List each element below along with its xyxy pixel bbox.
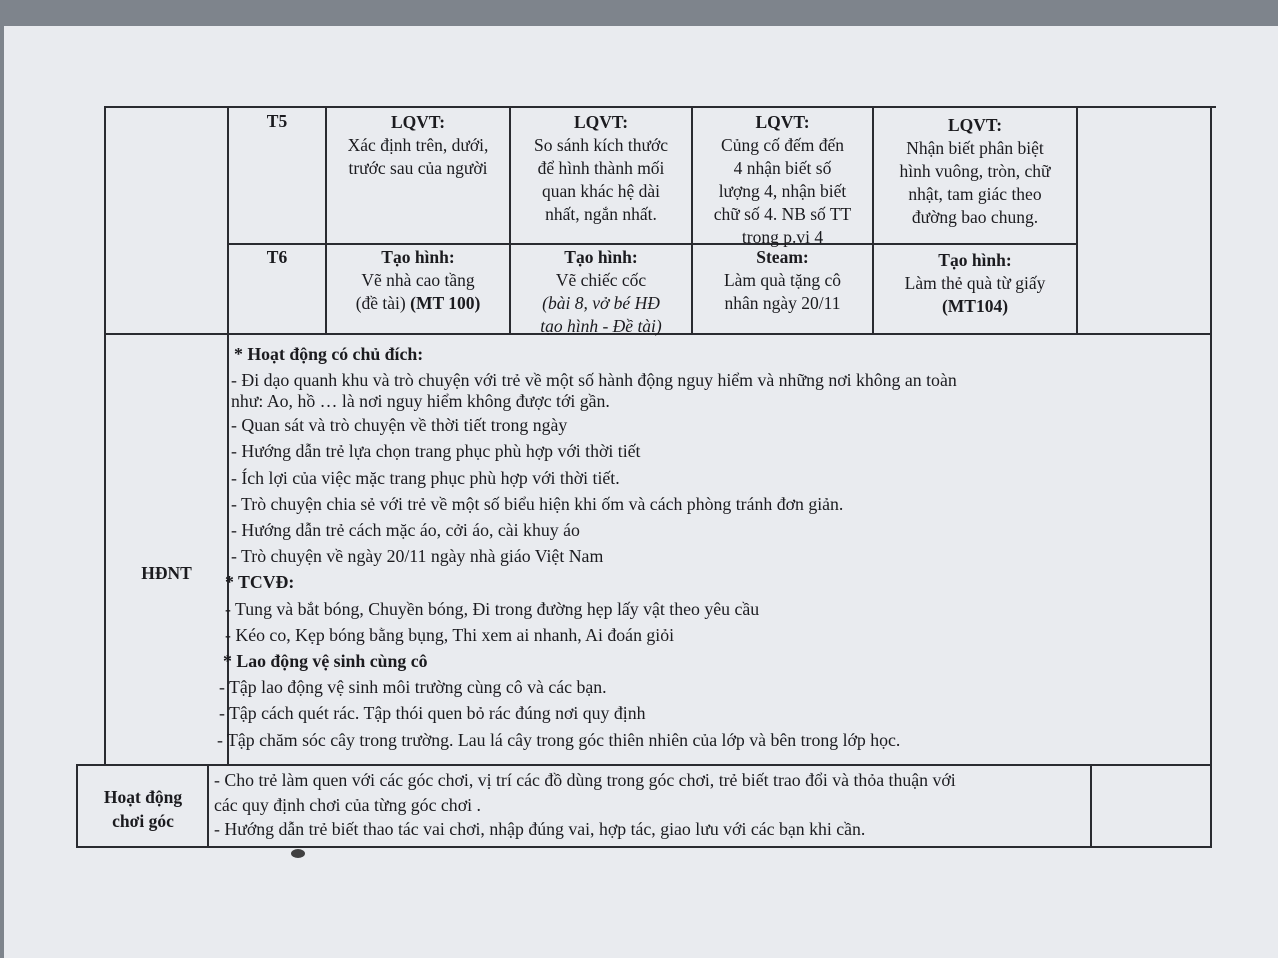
hdnt-item: - Hướng dẫn trẻ lựa chọn trang phục phù hợp với thời tiết bbox=[231, 441, 641, 462]
cell-line: Làm quà tặng cô bbox=[723, 270, 842, 290]
table-border-bottom bbox=[76, 846, 1210, 848]
t5-cell-3 bbox=[693, 111, 872, 249]
hdnt-label: HĐNT bbox=[141, 563, 192, 583]
cell-line: nhất, ngắn nhất. bbox=[545, 204, 657, 224]
goc-label-line: Hoạt động bbox=[103, 787, 183, 807]
t6-cell-4 bbox=[874, 249, 1076, 318]
cell-line: Nhận biết phân biệt bbox=[906, 138, 1044, 158]
cell-line: trong p.vi 4 bbox=[741, 227, 824, 247]
cell-line: 4 nhận biết số bbox=[733, 158, 832, 178]
cell-line: chữ số 4. NB số TT bbox=[713, 204, 852, 224]
hdnt-item: - Trò chuyện chia sẻ với trẻ về một số biểu hiện khi ốm và cách phòng tránh đơn giản. bbox=[231, 493, 844, 514]
cell-line: Làm thẻ quà từ giấy bbox=[904, 273, 1046, 293]
cell-line: quan khác hệ dài bbox=[541, 181, 661, 201]
hdnt-item: - Ích lợi của việc mặc trang phục phù hợp với thời tiết. bbox=[231, 467, 620, 488]
hdnt-item: - Tập chăm sóc cây trong trường. Lau lá cây trong góc thiên nhiên của lớp và bên trong lớp học. bbox=[217, 729, 901, 750]
cell-title: LQVT: bbox=[755, 112, 810, 132]
cell-title: Tạo hình: bbox=[564, 247, 638, 267]
col-divider-5 bbox=[1076, 106, 1078, 335]
cell-line-bold: (MT104) bbox=[941, 296, 1009, 316]
cell-line-bold: (MT 100) bbox=[410, 293, 481, 313]
cell-title: Steam: bbox=[756, 247, 809, 267]
day-label-t5: T5 bbox=[266, 111, 288, 131]
day-label-t6: T6 bbox=[266, 247, 288, 267]
t6-cell-1 bbox=[327, 246, 509, 315]
cell-line bbox=[327, 292, 509, 315]
ink-smudge bbox=[291, 849, 305, 858]
cell-line: để hình thành mối bbox=[537, 158, 665, 178]
cell-line: nhật, tam giác theo bbox=[908, 184, 1042, 204]
hdnt-item: - Tập cách quét rác. Tập thói quen bỏ rác đúng nơi quy định bbox=[219, 703, 646, 724]
col-divider-goc-right bbox=[1090, 764, 1092, 848]
table-border-left bbox=[104, 106, 106, 766]
hdnt-item: - Đi dạo quanh khu và trò chuyện với trẻ về một số hành động nguy hiểm và những nơi không an toàn bbox=[231, 370, 957, 391]
cell-line: Xác định trên, dưới, bbox=[347, 135, 489, 155]
cell-title: LQVT: bbox=[947, 115, 1003, 135]
hdnt-content bbox=[217, 341, 1211, 753]
cell-line: trước sau của người bbox=[348, 158, 488, 178]
goc-item: - Hướng dẫn trẻ biết thao tác vai chơi, nhập đúng vai, hợp tác, giao lưu với các bạn khi cần. bbox=[214, 819, 866, 839]
cell-line: Vẽ nhà cao tầng bbox=[361, 270, 475, 290]
hdnt-heading-tcvd: * TCVĐ: bbox=[225, 572, 295, 593]
hdnt-item: - Quan sát và trò chuyện về thời tiết trong ngày bbox=[231, 415, 568, 436]
cell-title: LQVT: bbox=[390, 112, 446, 132]
goc-content bbox=[214, 768, 1090, 842]
t6-cell-2 bbox=[511, 246, 691, 338]
cell-line: Vẽ chiếc cốc bbox=[555, 270, 647, 290]
goc-item: các quy định chơi của từng góc chơi . bbox=[214, 794, 481, 815]
row-divider-goc bbox=[78, 764, 1210, 766]
cell-title: Tạo hình: bbox=[938, 250, 1012, 270]
cell-line-plain: (đề tài) bbox=[355, 293, 411, 313]
hdnt-item: - Trò chuyện về ngày 20/11 ngày nhà giáo Việt Nam bbox=[231, 546, 604, 567]
hdnt-heading-purpose: * Hoạt động có chủ đích: bbox=[234, 344, 424, 364]
goc-label-line: chơi góc bbox=[112, 811, 174, 831]
goc-item: - Cho trẻ làm quen với các góc chơi, vị trí các đồ dùng trong góc chơi, trẻ biết trao đổi và thỏa thuận với bbox=[214, 770, 956, 790]
hdnt-heading-labor: * Lao động vệ sinh cùng cô bbox=[223, 651, 428, 672]
hdnt-item: - Tập lao động vệ sinh môi trường cùng cô và các bạn. bbox=[219, 677, 607, 698]
t5-cell-1 bbox=[327, 111, 509, 180]
hdnt-item: như: Ao, hồ … là nơi nguy hiểm không được tới gần. bbox=[231, 391, 610, 412]
table-border-top bbox=[104, 106, 1216, 108]
t5-cell-2 bbox=[511, 111, 691, 226]
cell-line: nhân ngày 20/11 bbox=[724, 293, 841, 313]
cell-line-italic: (bài 8, vở bé HĐ bbox=[542, 293, 660, 313]
cell-line: lượng 4, nhận biết bbox=[718, 181, 847, 201]
hdnt-item: - Kéo co, Kẹp bóng bằng bụng, Thi xem ai nhanh, Ai đoán giỏi bbox=[225, 624, 675, 645]
cell-line: hình vuông, tròn, chữ bbox=[899, 161, 1051, 181]
cell-title: Tạo hình: bbox=[381, 247, 455, 267]
hdnt-item: - Tung và bắt bóng, Chuyền bóng, Đi trong đường hẹp lấy vật theo yêu cầu bbox=[225, 598, 760, 619]
cell-title: LQVT: bbox=[573, 112, 629, 132]
cell-line-italic: tạo hình - Đề tài) bbox=[540, 316, 662, 336]
row-divider-t5-t6 bbox=[228, 243, 1076, 245]
t6-cell-3 bbox=[693, 246, 872, 315]
hdnt-item: - Hướng dẫn trẻ cách mặc áo, cởi áo, cài khuy áo bbox=[231, 520, 580, 541]
t5-cell-4 bbox=[874, 114, 1076, 229]
cell-line: So sánh kích thước bbox=[534, 135, 668, 155]
goc-label bbox=[78, 785, 208, 833]
cell-line: đường bao chung. bbox=[911, 207, 1039, 227]
cell-line: Củng cố đếm đến bbox=[721, 135, 844, 155]
